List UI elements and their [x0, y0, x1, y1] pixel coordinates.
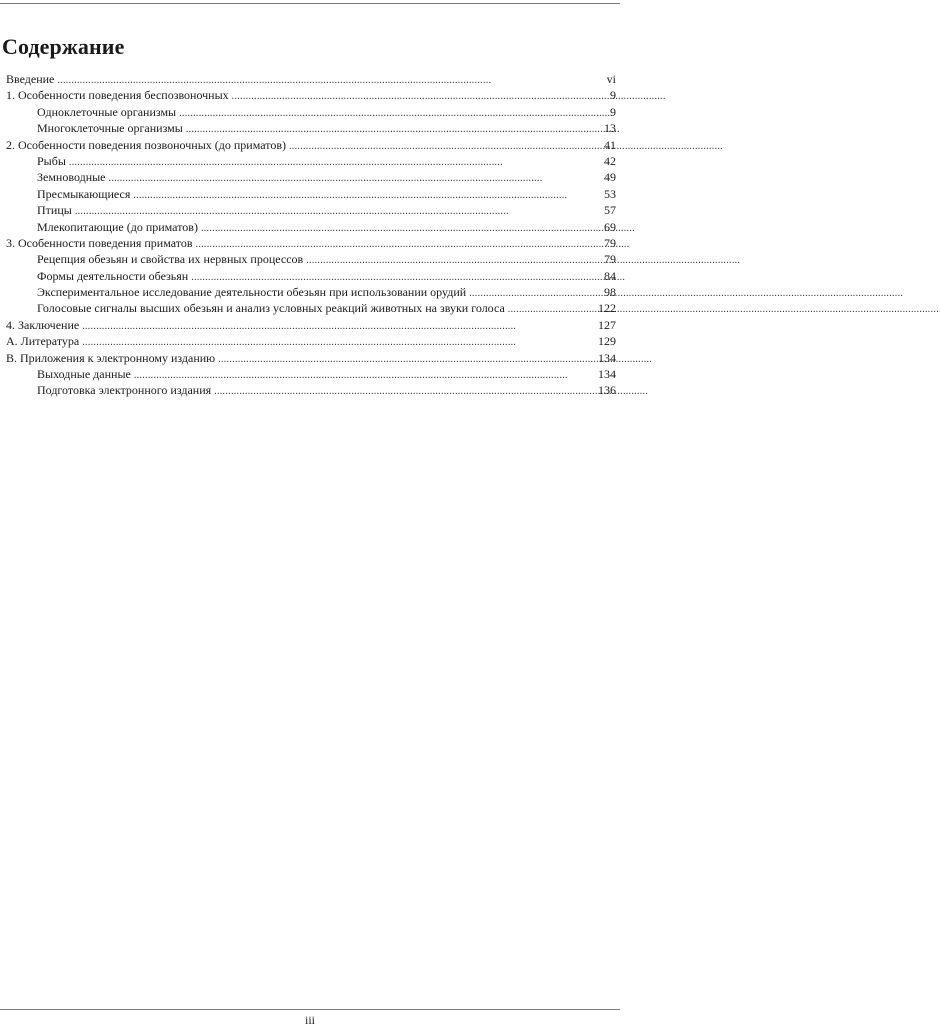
- toc-entry-label: Голосовые сигналы высших обезьян и анализ условных реакций животных на звуки голоса: [37, 301, 505, 316]
- toc-entry-page: 84: [604, 268, 616, 283]
- page-number: iii: [304, 1013, 315, 1027]
- toc-entry-page: 122: [598, 301, 616, 316]
- toc-entry-mammals[interactable]: [6, 219, 616, 235]
- toc-entry-activity-forms[interactable]: [6, 268, 616, 284]
- toc-entry-label: Птицы: [37, 203, 72, 218]
- toc-entry-label: 3. Особенности поведения приматов: [6, 235, 193, 250]
- dot-leader: [306, 253, 599, 269]
- toc-entry-label: 4. Заключение: [6, 317, 80, 332]
- toc-entry-label: 2. Особенности поведения позвоночных (до приматов): [6, 137, 286, 152]
- toc-entry-page: 49: [604, 170, 616, 185]
- top-rule: [0, 3, 620, 4]
- dot-leader: [133, 188, 599, 204]
- toc-entry-conclusion[interactable]: [6, 317, 616, 333]
- toc-entry-appendices[interactable]: [6, 350, 616, 366]
- toc-entry-introduction[interactable]: [6, 71, 616, 87]
- dot-leader: [179, 106, 599, 122]
- toc-entry-label: Пресмыкающиеся: [37, 186, 131, 201]
- toc-entry-label: Подготовка электронного издания: [37, 383, 212, 398]
- toc-entry-page: 134: [598, 367, 616, 382]
- toc-entry-page: 9: [610, 104, 616, 119]
- toc-entry-tool-experiments[interactable]: [6, 284, 616, 300]
- toc-entry-label: Рыбы: [37, 153, 66, 168]
- toc-entry-reptiles[interactable]: [6, 186, 616, 202]
- toc-entry-label: А. Литература: [6, 334, 80, 349]
- toc-entry-page: 42: [604, 153, 616, 168]
- toc-entry-ebook-preparation[interactable]: [6, 382, 616, 398]
- toc-entry-label: Рецепция обезьян и свойства их нервных процессов: [37, 252, 304, 267]
- toc-entry-page: 136: [598, 383, 616, 398]
- toc-entry-label: Экспериментальное исследование деятельности обезьян при использовании орудий: [37, 285, 467, 300]
- toc-entry-page: 79: [604, 252, 616, 267]
- toc-entry-unicellular[interactable]: [6, 104, 616, 120]
- toc-entry-label: Млекопитающие (до приматов): [37, 219, 198, 234]
- toc-entry-label: В. Приложения к электронному изданию: [6, 350, 216, 365]
- dot-leader: [232, 89, 599, 105]
- dot-leader: [508, 302, 595, 318]
- toc-entry-page: 98: [604, 285, 616, 300]
- toc-entry-label: Многоклеточные организмы: [37, 121, 183, 136]
- toc-entry-page: 79: [604, 235, 616, 250]
- toc-entry-page: 129: [598, 334, 616, 349]
- table-of-contents: [6, 71, 616, 399]
- toc-entry-chapter-1[interactable]: [6, 87, 616, 103]
- dot-leader: [218, 352, 595, 368]
- toc-entry-label: Земноводные: [37, 170, 106, 185]
- toc-entry-page: 57: [604, 203, 616, 218]
- dot-leader: [109, 171, 599, 187]
- toc-entry-reception[interactable]: [6, 251, 616, 267]
- toc-entry-imprint[interactable]: [6, 366, 616, 382]
- toc-entry-chapter-3[interactable]: [6, 235, 616, 251]
- toc-entry-chapter-2[interactable]: [6, 137, 616, 153]
- toc-entry-label: Выходные данные: [37, 367, 131, 382]
- page-title: Содержание: [2, 34, 125, 59]
- toc-entry-page: 69: [604, 219, 616, 234]
- toc-entry-page: 13: [604, 121, 616, 136]
- toc-entry-birds[interactable]: [6, 202, 616, 218]
- toc-entry-page: 127: [598, 317, 616, 332]
- toc-entry-page: 41: [604, 137, 616, 152]
- toc-entry-page: 53: [604, 186, 616, 201]
- toc-entry-label: Одноклеточные организмы: [37, 104, 177, 119]
- toc-entry-literature[interactable]: [6, 333, 616, 349]
- toc-entry-vocal-signals[interactable]: [6, 300, 616, 316]
- toc-entry-page: vi: [606, 72, 616, 86]
- dot-leader: [201, 221, 599, 237]
- toc-entry-multicellular[interactable]: [6, 120, 616, 136]
- toc-entry-fish[interactable]: [6, 153, 616, 169]
- bottom-rule: [0, 1009, 620, 1010]
- toc-entry-page: 134: [598, 350, 616, 365]
- toc-entry-label: Введение: [6, 72, 55, 86]
- toc-entry-label: 1. Особенности поведения беспозвоночных: [6, 88, 229, 103]
- dot-leader: [214, 384, 595, 400]
- toc-entry-amphibians[interactable]: [6, 169, 616, 185]
- toc-entry-page: 9: [610, 88, 616, 103]
- dot-leader: [82, 319, 595, 335]
- dot-leader: [69, 155, 599, 171]
- dot-leader: [289, 139, 599, 155]
- toc-entry-label: Формы деятельности обезьян: [37, 268, 189, 283]
